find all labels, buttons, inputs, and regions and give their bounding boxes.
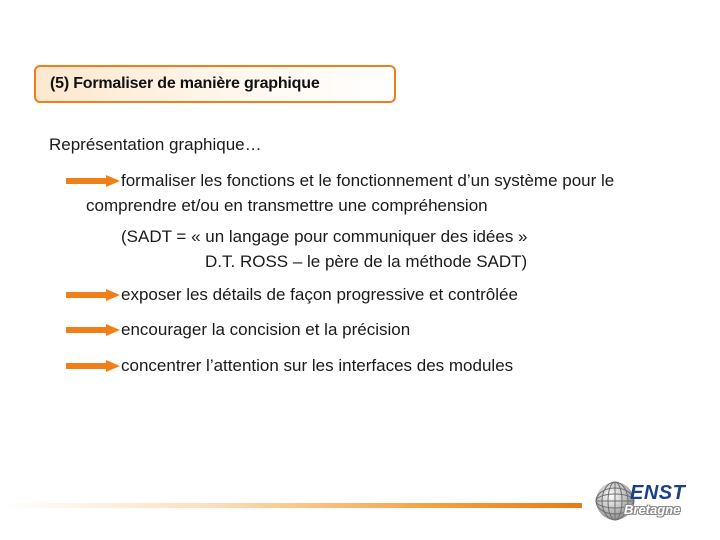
sadt-quote-line-1: (SADT = « un langage pour communiquer des idées » [121, 227, 528, 246]
right-arrow-icon [66, 175, 120, 187]
slide-title-box [34, 65, 396, 103]
bullet-4-text: concentrer l’attention sur les interfaces des modules [121, 356, 514, 375]
sadt-quote-line-2: D.T. ROSS – le père de la méthode SADT) [205, 252, 528, 271]
bullet-2-text: exposer les détails de façon progressive et contrôlée [121, 285, 518, 304]
logo-subtitle: Bretagne [624, 502, 681, 517]
intro-text: Représentation graphique… [49, 135, 262, 154]
right-arrow-icon [66, 289, 120, 301]
footer-divider [0, 503, 582, 508]
bullet-3-text: encourager la concision et la précision [121, 320, 411, 339]
enst-logo [590, 478, 700, 524]
logo-name: ENST [630, 482, 686, 504]
bullet-1-line-1: formaliser les fonctions et le fonctionnement d’un système pour le [121, 171, 615, 190]
right-arrow-icon [66, 324, 120, 336]
right-arrow-icon [66, 360, 120, 372]
bullet-1-line-2: comprendre et/ou en transmettre une compréhension [86, 196, 488, 215]
slide-title: (5) Formaliser de manière graphique [50, 75, 320, 92]
